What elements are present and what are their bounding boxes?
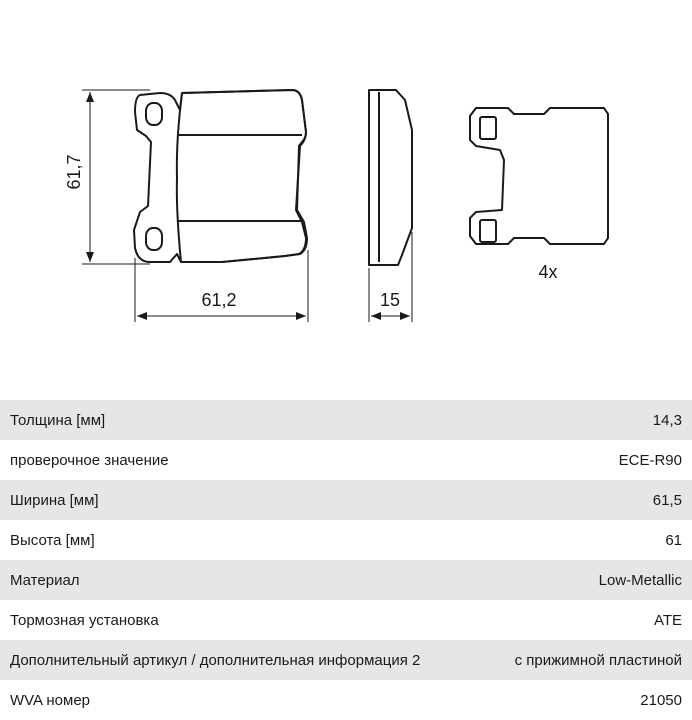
spec-label: Высота [мм]	[0, 520, 482, 560]
spec-row	[0, 400, 692, 440]
spec-value: Low-Metallic	[482, 560, 692, 600]
shim-slot-bottom	[480, 220, 496, 242]
spec-row	[0, 440, 692, 480]
spec-value: 21050	[482, 680, 692, 720]
spec-value: с прижимной пластиной	[482, 640, 692, 680]
spec-label: Ширина [мм]	[0, 480, 482, 520]
shim-outline	[470, 108, 608, 244]
spec-value: ATE	[482, 600, 692, 640]
backing-plate-outline	[134, 90, 307, 262]
thickness-dimension-label: 15	[379, 290, 401, 310]
pad-side-view	[369, 90, 412, 265]
spec-value: 14,3	[482, 400, 692, 440]
spec-label: Тормозная установка	[0, 600, 482, 640]
spec-row	[0, 520, 692, 560]
spec-value: 61,5	[482, 480, 692, 520]
spec-label: WVA номер	[0, 680, 482, 720]
spec-value: ECE-R90	[482, 440, 692, 480]
width-dimension-label: 61,2	[201, 290, 237, 310]
spec-label: проверочное значение	[0, 440, 482, 480]
spec-row	[0, 680, 692, 720]
spec-table	[0, 400, 692, 720]
spec-label: Материал	[0, 560, 482, 600]
spec-label: Дополнительный артикул / дополнительная информация 2	[0, 640, 482, 680]
quantity-label: 4x	[538, 262, 558, 282]
spec-label: Толщина [мм]	[0, 400, 482, 440]
spec-value: 61	[482, 520, 692, 560]
shim-view	[470, 108, 608, 244]
pad-front-view	[134, 90, 307, 262]
spec-row	[0, 480, 692, 520]
mounting-hole-bottom	[146, 228, 162, 250]
side-view-outline	[369, 90, 412, 265]
shim-slot-top	[480, 117, 496, 139]
height-dimension	[82, 90, 150, 264]
mounting-hole-top	[146, 103, 162, 125]
width-dimension	[135, 250, 308, 322]
spec-row	[0, 560, 692, 600]
spec-row	[0, 640, 692, 680]
friction-lining	[177, 90, 306, 262]
height-dimension-label: 61,7	[64, 154, 84, 190]
spec-row	[0, 600, 692, 640]
